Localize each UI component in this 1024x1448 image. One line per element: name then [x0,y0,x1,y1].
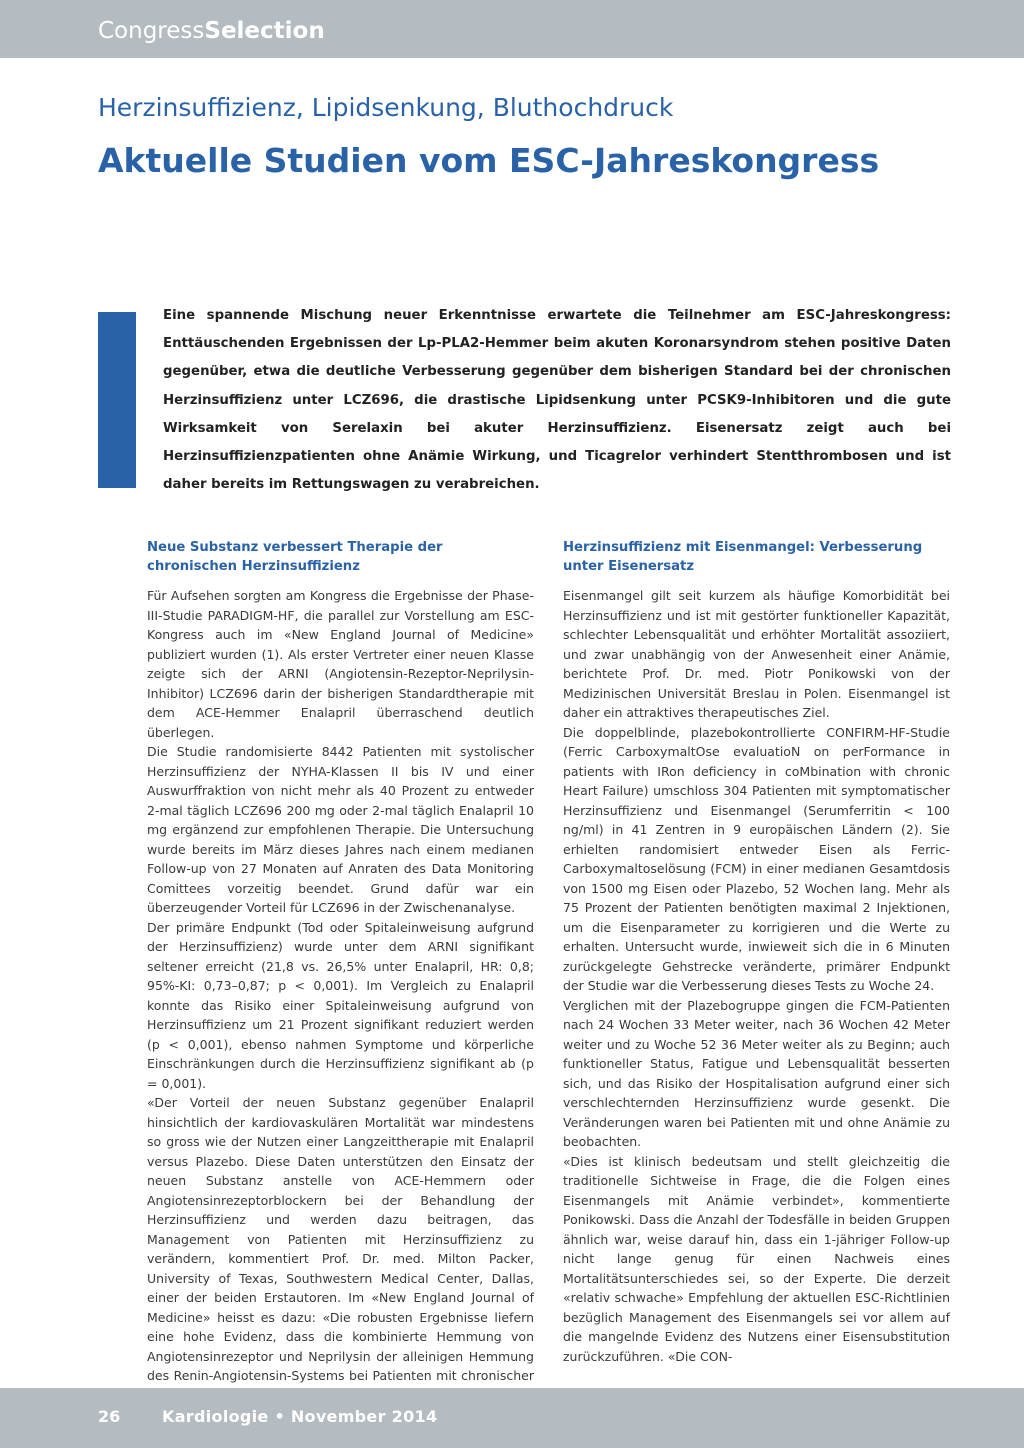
brand-light-text: Congress [98,18,205,44]
congress-selection-logo [98,16,325,46]
page-number: 26 [98,1407,121,1426]
article-lead [163,302,951,499]
journal-issue: Kardiologie • November 2014 [162,1407,438,1426]
right-paragraph-2: Die doppelblinde, plazebokontrollierte CONFIRM-HF-Studie (Ferric CarboxymaltOse evaluatioN on perFormance in patients with IRon deficiency in coMbination with chronic Heart Failure) umschloss 304 Patienten mit symptomatischer Herzinsuffizienz und Eisenmangel (Serumferritin < 100 ng/ml) in 41 Zentren in 9 europäischen Ländern (2). Sie erhielten randomisiert entweder Eisen als Ferric-Carboxymaltoselösung (FCM) in einer medianen Gesamtdosis von 1500 mg Eisen oder Plazebo, 52 Wochen lang. Mehr als 75 Prozent der Patienten benötigten maximal 2 Injektionen, um die Eisenparameter zu korrigieren und die Werte zu erhalten. Untersucht wurde, inwieweit sich die in 6 Minuten zurückgelegte Gehstrecke veränderte, primärer Endpunkt der Studie war die Verbesserung dieses Tests zu Woche 24. [563,724,950,993]
left-paragraph-4: «Der Vorteil der neuen Substanz gegenüber Enalapril hinsichtlich der kardiovaskulären Mortalität war mindestens so gross wie der Nutzen einer Langzeittherapie mit Enalapril versus Plazebo. Diese Daten unterstützen den Einsatz der neuen Substanz anstelle von ACE-Hemmern oder Angiotensinrezeptorblockern bei der Behandlung der Herzinsuffizienz und werden dazu beitragen, das Management von Patienten mit Herzinsuffizienz zu verändern, kommentiert Prof. Dr. med. Milton Packer, University of Texas, Southwestern Medical Center, Dallas, einer der beiden Erstautoren. Im «New England Journal of Medicine» heisst es dazu: «Die robusten Ergebnisse liefern eine hohe Evidenz, dass die kombinierte Hemmung von Angiotensinrezeptor und Neprilysin der alleinigen Hemmung des Renin-Angiotensin-Systems bei Patienten mit chronischer [147,1095,534,1383]
right-paragraph-4: «Dies ist klinisch bedeutsam und stellt gleichzeitig die traditionelle Sichtweise in Frage, die die Folgen eines Eisenmangels mit Anämie verbindet», kommentierte Ponikowski. Dass die Anzahl der Todesfälle in beiden Gruppen ähnlich war, weise darauf hin, dass ein 1-jähriger Follow-up nicht lange genug für einen Nachweis eines Mortalitätsunterschiedes sei, so der Experte. Die derzeit «relativ schwache» Empfehlung der aktuellen ESC-Richtlinien bezüglich Management des Eisenmangels sei vor allem auf die mangelnde Evidenz des Nutzens einer Eisensubstitution zurückzuführen. «Die CON- [563,1153,950,1364]
article-title: Aktuelle Studien vom ESC-Jahreskongress [98,141,880,180]
right-column-heading: Herzinsuffizienz mit Eisenmangel: Verbesserung unter Eisenersatz [563,540,923,574]
lead-accent-bar [98,312,136,488]
left-paragraph-2: Die Studie randomisierte 8442 Patienten mit systolischer Herzinsuffizienz der NYHA-Klassen II bis IV und einer Auswurffraktion von nicht mehr als 40 Prozent zu entweder 2-mal täglich LCZ696 200 mg oder 2-mal täglich Enalapril 10 mg ergänzend zur empfohlenen Therapie. Die Untersuchung wurde bereits im März dieses Jahres nach einem medianen Follow-up von 27 Monaten auf Anraten des Data Monitoring Comittees vorzeitig beendet. Grund dafür war ein überzeugender Vorteil für LCZ696 in der Zwischenanalyse. [147,744,534,915]
right-paragraph-3: Verglichen mit der Plazebogruppe gingen die FCM-Patienten nach 24 Wochen 33 Meter weiter, nach 36 Wochen 42 Meter weiter und zu Woche 52 36 Meter weiter als zu Beginn; auch funktioneller Status, Fatigue und Lebensqualität besserten sich, und das Risiko der Hospitalisation aufgrund einer sich verschlechternden Herzinsuffizienz wurde gesenkt. Die Veränderungen waren bei Patienten mit und ohne Anämie zu beobachten. [563,997,950,1149]
left-column-heading: Neue Substanz verbessert Therapie der chronischen Herzinsuffizienz [147,540,443,574]
brand-bold-text: Selection [204,18,325,44]
left-column [147,538,534,1405]
right-column [563,538,950,1366]
lead-text: Eine spannende Mischung neuer Erkenntnisse erwartete die Teilnehmer am ESC-Jahreskongress: Enttäuschenden Ergebnissen der Lp-PLA2-Hemmer beim akuten Koronarsyndrom stehen positive Daten gegenüber, etwa die deutliche Verbesserung gegenüber dem bisherigen Standard bei der chronischen Herzinsuffizienz unter LCZ696, die drastische Lipidsenkung unter PCSK9-Inhibitoren und die gute Wirksamkeit von Serelaxin bei akuter Herzinsuffizienz. Eisenersatz zeigt auch bei Herzinsuffizienzpatienten ohne Anämie Wirkung, und Ticagrelor verhindert Stentthrombosen und ist daher bereits im Rettungswagen zu verabreichen. [163,308,951,493]
article-kicker: Herzinsuffizienz, Lipidsenkung, Bluthochdruck [98,93,674,122]
header-bar [0,0,1024,58]
footer-bar [0,1388,1024,1448]
left-paragraph-1: Für Aufsehen sorgten am Kongress die Ergebnisse der Phase-III-Studie PARADIGM-HF, die parallel zur Vorstellung am ESC-Kongress auch im «New England Journal of Medicine» publiziert wurden (1). Als erster Vertreter einer neuen Klasse zeigte sich der ARNI (Angiotensin-Rezeptor-Neprilysin-Inhibitor) LCZ696 darin der bisherigen Standardtherapie mit dem ACE-Hemmer Enalapril überraschend deutlich überlegen. [147,588,534,740]
right-paragraph-1: Eisenmangel gilt seit kurzem als häufige Komorbidität bei Herzinsuffizienz und ist mit gestörter funktioneller Kapazität, schlechter Lebensqualität und erhöhter Mortalität assoziiert, und zwar unabhängig von der Anwesenheit einer Anämie, berichtete Prof. Dr. med. Piotr Ponikowski von der Medizinischen Universität Breslau in Polen. Eisenmangel ist daher ein attraktives therapeutisches Ziel. [563,588,950,720]
left-paragraph-3: Der primäre Endpunkt (Tod oder Spitaleinweisung aufgrund der Herzinsuffizienz) wurde unter dem ARNI signifikant seltener erreicht (21,8 vs. 26,5% unter Enalapril, HR: 0,8; 95%-KI: 0,73–0,87; p < 0,001). Im Vergleich zu Enalapril konnte das Risiko einer Spitaleinweisung aufgrund von Herzinsuffizienz um 21 Prozent signifikant reduziert werden (p < 0,001), ebenso nahmen Symptome und körperliche Einschränkungen durch die Herzinsuffizienz signifikant ab (p = 0,001). [147,919,534,1091]
